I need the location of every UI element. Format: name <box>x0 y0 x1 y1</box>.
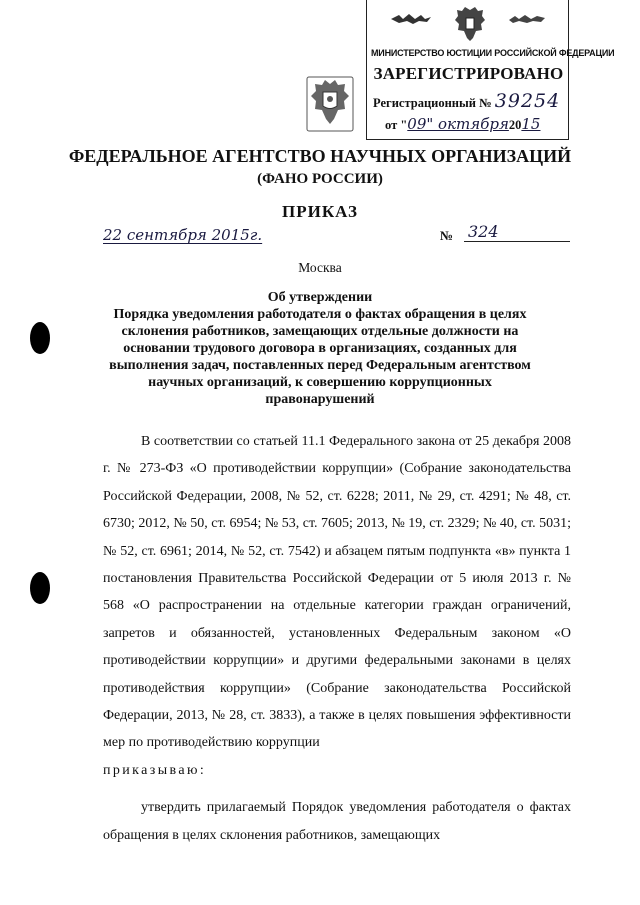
stamp-emblem-icon <box>453 6 487 42</box>
stamp-year-handwritten: 15 <box>521 115 541 133</box>
stamp-reg-number: 39254 <box>494 90 561 112</box>
order-number-label: № <box>440 228 454 243</box>
agency-name: ФЕДЕРАЛЬНОЕ АГЕНТСТВО НАУЧНЫХ ОРГАНИЗАЦИЙ <box>68 146 572 166</box>
stamp-ministry: МИНИСТЕРСТВО ЮСТИЦИИ РОССИЙСКОЙ ФЕДЕРАЦИИ <box>371 48 615 58</box>
order-subject <box>100 289 540 408</box>
order-number: 324 <box>464 222 570 242</box>
order-word: приказываю: <box>103 762 207 778</box>
subject-text: Порядка уведомления работодателя о фактах обращения в целях склонения работников, замещающих отдельные должности на основании трудового договора в организациях, созданных для выполнения задач, поставленных перед Федеральным агентством научных организаций, к совершению коррупционных правонарушений <box>109 307 531 407</box>
registration-stamp <box>366 0 615 140</box>
stamp-date-line <box>385 115 540 133</box>
stamp-registered: ЗАРЕГИСТРИРОВАНО <box>373 64 564 83</box>
subject-line-1: Об утверждении <box>267 290 373 305</box>
body-paragraph-1 <box>103 428 571 784</box>
stamp-ornament-icon <box>389 12 433 26</box>
russian-coat-of-arms-icon <box>306 76 354 132</box>
stamp-reg-label: Регистрационный № <box>373 96 492 110</box>
order-body <box>103 428 571 849</box>
body-paragraph-2: утвердить прилагаемый Порядок уведомления работодателя о фактах обращения в целях склонения работников, замещающих <box>103 800 571 843</box>
city: Москва <box>298 260 342 275</box>
punch-hole-icon <box>30 322 50 354</box>
order-date: 22 сентября 2015г. <box>103 226 263 244</box>
stamp-registration-line <box>373 90 560 112</box>
punch-hole-icon <box>30 572 50 604</box>
stamp-date-handwritten: 09" октября <box>407 115 509 133</box>
stamp-date-prefix: от " <box>385 118 408 132</box>
stamp-date-suffix: 20 <box>508 118 522 132</box>
agency-short-name: (ФАНО РОССИИ) <box>257 171 383 187</box>
order-title: ПРИКАЗ <box>282 202 358 221</box>
stamp-ornament-icon <box>507 12 547 26</box>
body-paragraph-1-text: В соответствии со статьей 11.1 Федерального закона от 25 декабря 2008 г. № 273-ФЗ «О противодействии коррупции» (Собрание законодательства Российской Федерации, 2008, № 52, ст. 6228; 2011, № 29, ст. 4291; № 48, ст. 6730; 2012, № 50, ст. 6954; № 53, ст. 7605; 2013, № 19, ст. 2329; № 40, ст. 5031; № 52, ст. 6961; 2014, № 52, ст. 7542) и абзацем пятым подпункта «в» пункта 1 постановления Правительства Российской Федерации от 5 июля 2013 г. № 568 «О распространении на отдельные категории граждан ограничений, запретов и обязанностей, установленных Федеральным законом «О противодействии коррупции» и другими федеральными законами в целях противодействия коррупции» (Собрание законодательства Российской Федерации, 2013, № 28, ст. 3833), а также в целях повышения эффективности мер по противодействию коррупции <box>103 434 571 751</box>
